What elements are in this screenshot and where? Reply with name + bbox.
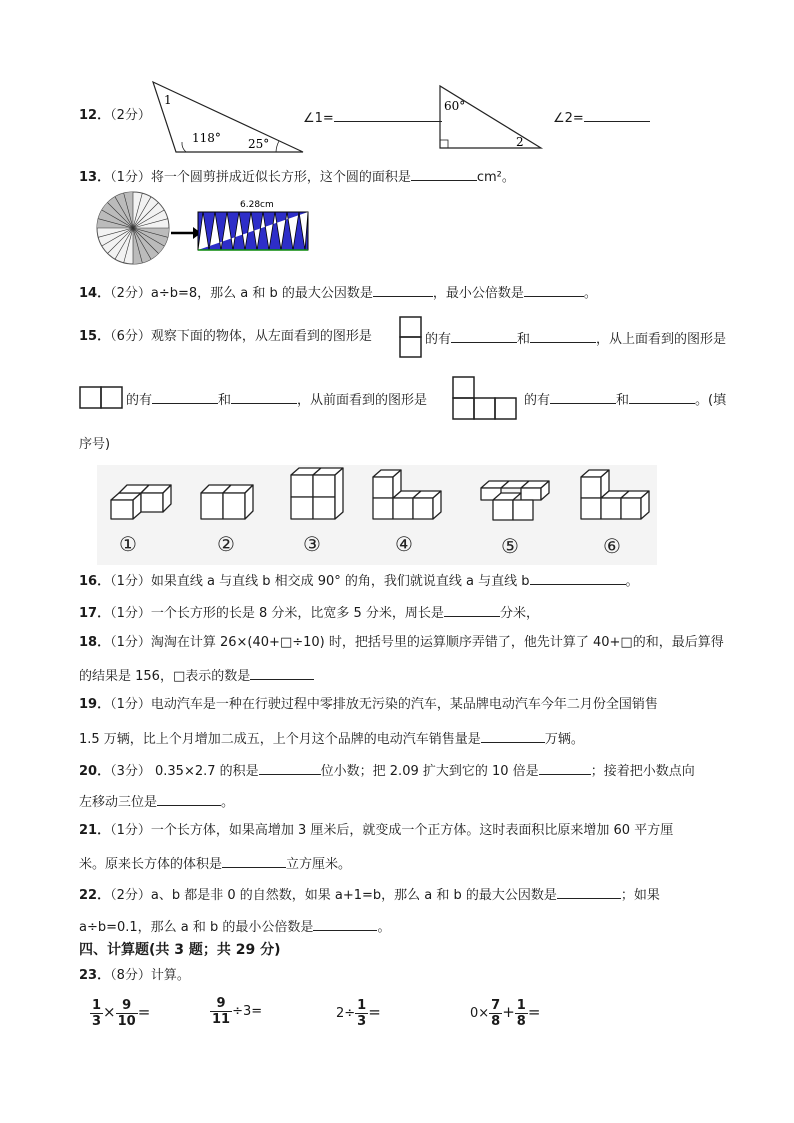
- q23-line: 23．（8分）计算。: [79, 968, 190, 983]
- q23-expression-2: $\frac{9}{11}$ ÷3=: [212, 996, 263, 1027]
- angle25-label: 25°: [248, 137, 270, 151]
- answer-blank[interactable]: [157, 791, 221, 806]
- section-title: 四、计算题(共 3 题；共 29 分): [79, 942, 281, 958]
- answer-blank[interactable]: [411, 166, 477, 181]
- answer-blank[interactable]: [250, 665, 314, 680]
- solid-3: [291, 468, 343, 519]
- q19-line2: 1.5 万辆，比上个月增加二成五，上个月这个品牌的电动汽车销售量是 万辆。: [79, 728, 584, 749]
- q12-number: 12．（2分）: [79, 108, 151, 123]
- q22-line1: 22．（2分）a、b 都是非 0 的自然数，如果 a+1=b，那么 a 和 b 的最大公因数是 ；如果: [79, 884, 660, 905]
- answer-blank[interactable]: [629, 389, 695, 404]
- q21-line2: 米。原来长方体的体积是 立方厘米。: [79, 853, 351, 874]
- answer-blank[interactable]: [313, 916, 377, 931]
- fraction: $\frac{7}{8}$: [491, 998, 501, 1029]
- answer-blank[interactable]: [481, 728, 545, 743]
- fraction: $\frac{1}{3}$: [357, 998, 367, 1029]
- answer-blank[interactable]: [373, 282, 433, 297]
- q20-line1: 20．（3分） 0.35×2.7 的积是 位小数；把 2.09 扩大到它的 10 倍是 ；接着把小数点向: [79, 760, 695, 781]
- q18-line1: 18．（1分）淘淘在计算 26×(40+□÷10) 时，把括号里的运算顺序弄错了，他先计算了 40+□的和，最后算得: [79, 635, 724, 650]
- angle118-label: 118°: [192, 131, 221, 145]
- fraction: $\frac{1}{3}$: [92, 998, 102, 1029]
- q15-line2-right: 的有 和 。(填: [524, 389, 726, 410]
- q12-angle2-answer: ∠2=: [553, 107, 650, 128]
- left-view-shape-icon: [399, 316, 423, 360]
- sectored-circle: [97, 192, 169, 264]
- front-view-shape-icon: [452, 376, 522, 422]
- solid-label-2: ②: [217, 532, 235, 556]
- arrow: [171, 227, 201, 239]
- answer-blank[interactable]: [334, 107, 442, 122]
- answer-blank[interactable]: [444, 602, 500, 617]
- q15-line3: 序号): [79, 437, 111, 452]
- q22-line2: a÷b=0.1，那么 a 和 b 的最小公倍数是 。: [79, 916, 390, 937]
- answer-blank[interactable]: [539, 760, 591, 775]
- angle1-mark: 1: [164, 93, 172, 107]
- solid-2: [201, 485, 253, 519]
- solid-label-5: ⑤: [501, 534, 519, 558]
- approx-rectangle: [198, 200, 308, 250]
- solid-label-4: ④: [395, 532, 413, 556]
- q23-expression-4: 0× $\frac{7}{8}$ + $\frac{1}{8}$ =: [470, 998, 541, 1029]
- q18-line2: 的结果是 156，□表示的数是: [79, 665, 314, 686]
- q17-line: 17．（1分）一个长方形的长是 8 分米，比宽多 5 分米，周长是 分米，: [79, 602, 539, 623]
- answer-blank[interactable]: [451, 328, 517, 343]
- answer-blank[interactable]: [530, 570, 626, 585]
- q12-angle1-answer: ∠1=: [303, 107, 442, 128]
- angle60-label: 60°: [444, 99, 466, 113]
- answer-blank[interactable]: [231, 389, 297, 404]
- q15-line1-right: 的有 和 ，从上面看到的图形是: [425, 328, 726, 349]
- q14-line: 14．（2分）a÷b=8，那么 a 和 b 的最大公因数是 ，最小公倍数是 。: [79, 282, 597, 303]
- answer-blank[interactable]: [550, 389, 616, 404]
- q23-expression-3: 2÷ $\frac{1}{3}$ =: [336, 998, 381, 1029]
- answer-blank[interactable]: [524, 282, 584, 297]
- answer-blank[interactable]: [584, 107, 650, 122]
- fraction: $\frac{9}{11}$: [212, 996, 231, 1027]
- answer-blank[interactable]: [222, 853, 286, 868]
- q15-line2-left: 的有 和 ，从前面看到的图形是: [126, 389, 427, 410]
- q13-line: 13．（1分）将一个圆剪拼成近似长方形，这个圆的面积是 cm²。: [79, 166, 515, 187]
- solid-label-6: ⑥: [603, 534, 621, 558]
- q15-line1: 15．（6分）观察下面的物体，从左面看到的图形是: [79, 329, 372, 344]
- q12-triangle-left: [148, 80, 308, 160]
- q15-solids-figure: [97, 465, 657, 565]
- fraction: $\frac{9}{10}$: [117, 998, 136, 1029]
- solid-label-1: ①: [119, 532, 137, 556]
- answer-blank[interactable]: [557, 884, 621, 899]
- q16-line: 16．（1分）如果直线 a 与直线 b 相交成 90° 的角，我们就说直线 a 与直线 b 。: [79, 570, 639, 591]
- answer-blank[interactable]: [152, 389, 218, 404]
- angle2-mark: 2: [516, 135, 524, 149]
- q23-expression-1: $\frac{1}{3}$ × $\frac{9}{10}$ =: [92, 998, 151, 1029]
- solid-label-3: ③: [303, 532, 321, 556]
- top-view-shape-icon: [79, 386, 125, 410]
- q12-triangle-right: [438, 84, 548, 154]
- q21-line1: 21．（1分）一个长方体，如果高增加 3 厘米后，就变成一个正方体。这时表面积比原来增加 60 平方厘: [79, 823, 674, 838]
- q19-line1: 19．（1分）电动汽车是一种在行驶过程中零排放无污染的汽车，某品牌电动汽车今年二月份全国销售: [79, 697, 658, 712]
- rect-width-label: 6.28cm: [240, 200, 274, 210]
- answer-blank[interactable]: [530, 328, 596, 343]
- q20-line2: 左移动三位是 。: [79, 791, 234, 812]
- q13-circle-to-rectangle-figure: [95, 190, 315, 270]
- fraction: $\frac{1}{8}$: [516, 998, 526, 1029]
- answer-blank[interactable]: [259, 760, 321, 775]
